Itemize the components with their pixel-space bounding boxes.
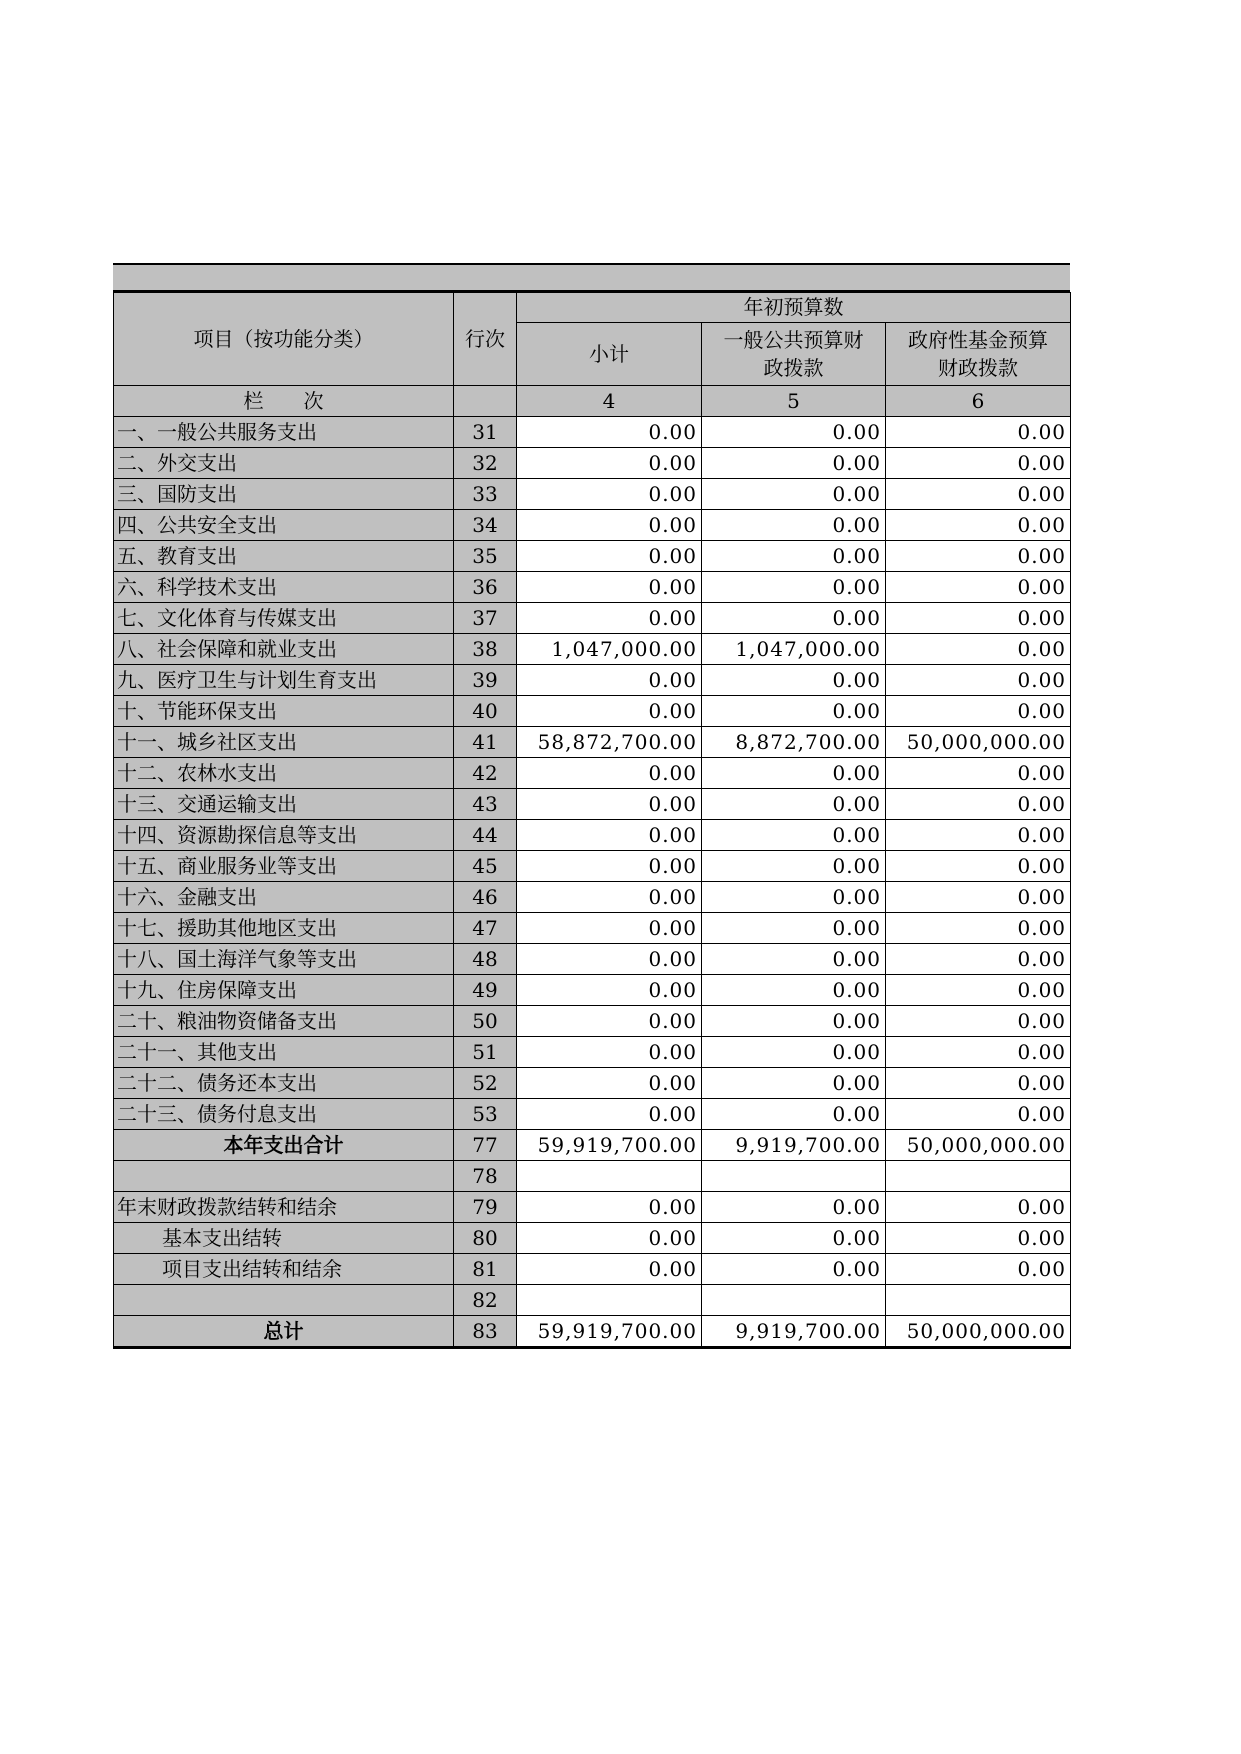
- cell-subtotal: 0.00: [517, 665, 702, 696]
- cell-general-budget: 0.00: [702, 510, 886, 541]
- row-number: 34: [454, 510, 517, 541]
- row-number: 83: [454, 1316, 517, 1348]
- row-item-label: 基本支出结转: [114, 1223, 454, 1254]
- cell-fund-budget: 0.00: [886, 1037, 1071, 1068]
- header-subtotal: [517, 323, 702, 386]
- table-row: [114, 1037, 1071, 1068]
- cell-subtotal: 0.00: [517, 572, 702, 603]
- cell-general-budget: 0.00: [702, 1254, 886, 1285]
- cell-fund-budget: 0.00: [886, 696, 1071, 727]
- blank-row: [114, 1161, 1071, 1192]
- cell-subtotal: 0.00: [517, 789, 702, 820]
- row-item-label: 总计: [114, 1316, 454, 1348]
- row-item-label: [114, 1285, 454, 1316]
- cell-fund-budget: 0.00: [886, 1192, 1071, 1223]
- cell-general-budget: 0.00: [702, 913, 886, 944]
- row-item-label: 二十一、其他支出: [114, 1037, 454, 1068]
- column-index-label: 栏 次: [114, 386, 454, 417]
- cell-fund-budget: 0.00: [886, 820, 1071, 851]
- cell-general-budget: 8,872,700.00: [702, 727, 886, 758]
- column-index-5: 5: [702, 386, 886, 417]
- cell-fund-budget: 0.00: [886, 479, 1071, 510]
- row-item-label: [114, 1161, 454, 1192]
- budget-table: [113, 292, 1071, 1349]
- header-budget-group: 年初预算数: [517, 293, 1071, 323]
- cell-fund-budget: 0.00: [886, 944, 1071, 975]
- cell-subtotal: 0.00: [517, 479, 702, 510]
- row-item-label: 七、文化体育与传媒支出: [114, 603, 454, 634]
- cell-subtotal: 0.00: [517, 758, 702, 789]
- header-item: 项目（按功能分类）: [114, 293, 454, 386]
- carryover-row: [114, 1254, 1071, 1285]
- table-row: [114, 975, 1071, 1006]
- cell-subtotal: 0.00: [517, 882, 702, 913]
- table-row: [114, 758, 1071, 789]
- cell-fund-budget: 0.00: [886, 541, 1071, 572]
- cell-general-budget: 0.00: [702, 572, 886, 603]
- row-number: 45: [454, 851, 517, 882]
- column-index-row: [454, 386, 517, 417]
- row-item-label: 项目支出结转和结余: [114, 1254, 454, 1285]
- header-line: 财政拨款: [938, 356, 1018, 380]
- table-row: [114, 634, 1071, 665]
- cell-subtotal: 0.00: [517, 448, 702, 479]
- row-item-label: 四、公共安全支出: [114, 510, 454, 541]
- row-number: 49: [454, 975, 517, 1006]
- table-row: [114, 789, 1071, 820]
- cell-subtotal: 0.00: [517, 1192, 702, 1223]
- table-row: [114, 541, 1071, 572]
- row-item-label: 一、一般公共服务支出: [114, 417, 454, 448]
- cell-general-budget: [702, 1285, 886, 1316]
- row-item-label: 十二、农林水支出: [114, 758, 454, 789]
- cell-fund-budget: 0.00: [886, 1099, 1071, 1130]
- header-line: 政府性基金预算: [908, 328, 1048, 352]
- row-item-label: 十八、国土海洋气象等支出: [114, 944, 454, 975]
- row-number: 39: [454, 665, 517, 696]
- header-line: 一般公共预算财: [723, 328, 864, 352]
- cell-fund-budget: 0.00: [886, 510, 1071, 541]
- column-index-4: 4: [517, 386, 702, 417]
- cell-subtotal: 0.00: [517, 696, 702, 727]
- row-item-label: 十四、资源勘探信息等支出: [114, 820, 454, 851]
- cell-fund-budget: 0.00: [886, 851, 1071, 882]
- blank-row: [114, 1285, 1071, 1316]
- cell-subtotal: 58,872,700.00: [517, 727, 702, 758]
- cell-subtotal: 0.00: [517, 417, 702, 448]
- cell-subtotal: 0.00: [517, 975, 702, 1006]
- table-row: [114, 820, 1071, 851]
- row-item-label: 二十三、债务付息支出: [114, 1099, 454, 1130]
- table-row: [114, 479, 1071, 510]
- header-fund-budget: [886, 323, 1071, 386]
- table-row: [114, 727, 1071, 758]
- row-number: 41: [454, 727, 517, 758]
- row-number: 44: [454, 820, 517, 851]
- row-number: 35: [454, 541, 517, 572]
- cell-general-budget: 0.00: [702, 1006, 886, 1037]
- cell-fund-budget: 0.00: [886, 1254, 1071, 1285]
- cell-fund-budget: [886, 1285, 1071, 1316]
- cell-subtotal: 0.00: [517, 851, 702, 882]
- cell-fund-budget: 50,000,000.00: [886, 1316, 1071, 1348]
- cell-fund-budget: 0.00: [886, 975, 1071, 1006]
- cell-subtotal: 0.00: [517, 603, 702, 634]
- cell-fund-budget: 0.00: [886, 882, 1071, 913]
- row-item-label: 十五、商业服务业等支出: [114, 851, 454, 882]
- cell-subtotal: 0.00: [517, 820, 702, 851]
- cell-fund-budget: 0.00: [886, 448, 1071, 479]
- cell-fund-budget: 50,000,000.00: [886, 727, 1071, 758]
- cell-general-budget: 0.00: [702, 541, 886, 572]
- header-row-number: 行次: [454, 293, 517, 386]
- row-item-label: 五、教育支出: [114, 541, 454, 572]
- row-item-label: 二、外交支出: [114, 448, 454, 479]
- table-row: [114, 851, 1071, 882]
- cell-general-budget: 9,919,700.00: [702, 1130, 886, 1161]
- cell-fund-budget: 0.00: [886, 665, 1071, 696]
- row-number: 51: [454, 1037, 517, 1068]
- row-number: 53: [454, 1099, 517, 1130]
- cell-general-budget: 0.00: [702, 448, 886, 479]
- cell-general-budget: 0.00: [702, 417, 886, 448]
- cell-general-budget: 0.00: [702, 1192, 886, 1223]
- row-item-label: 年末财政拨款结转和结余: [114, 1192, 454, 1223]
- cell-fund-budget: 0.00: [886, 603, 1071, 634]
- cell-fund-budget: 0.00: [886, 913, 1071, 944]
- table-row: [114, 510, 1071, 541]
- cell-general-budget: 0.00: [702, 479, 886, 510]
- row-item-label: 十七、援助其他地区支出: [114, 913, 454, 944]
- cell-subtotal: 0.00: [517, 913, 702, 944]
- table-row: [114, 572, 1071, 603]
- row-item-label: 十一、城乡社区支出: [114, 727, 454, 758]
- cell-fund-budget: [886, 1161, 1071, 1192]
- cell-subtotal: 0.00: [517, 1037, 702, 1068]
- table-row: [114, 603, 1071, 634]
- cell-fund-budget: 0.00: [886, 572, 1071, 603]
- cell-general-budget: [702, 1161, 886, 1192]
- cell-general-budget: 0.00: [702, 1099, 886, 1130]
- cell-general-budget: 0.00: [702, 975, 886, 1006]
- table-row: [114, 1006, 1071, 1037]
- row-item-label: 十三、交通运输支出: [114, 789, 454, 820]
- table-row: [114, 1099, 1071, 1130]
- cell-general-budget: 1,047,000.00: [702, 634, 886, 665]
- carryover-row: [114, 1223, 1071, 1254]
- cell-general-budget: 9,919,700.00: [702, 1316, 886, 1348]
- table-row: [114, 882, 1071, 913]
- row-number: 79: [454, 1192, 517, 1223]
- cell-subtotal: 0.00: [517, 1099, 702, 1130]
- row-number: 82: [454, 1285, 517, 1316]
- row-number: 32: [454, 448, 517, 479]
- row-number: 33: [454, 479, 517, 510]
- cell-fund-budget: 0.00: [886, 1068, 1071, 1099]
- cell-fund-budget: 0.00: [886, 634, 1071, 665]
- row-number: 80: [454, 1223, 517, 1254]
- cell-subtotal: 59,919,700.00: [517, 1130, 702, 1161]
- header-line: 小计: [589, 342, 629, 366]
- row-number: 40: [454, 696, 517, 727]
- row-item-label: 三、国防支出: [114, 479, 454, 510]
- row-number: 81: [454, 1254, 517, 1285]
- cell-subtotal: [517, 1161, 702, 1192]
- cell-subtotal: [517, 1285, 702, 1316]
- row-number: 38: [454, 634, 517, 665]
- total-year-row: [114, 1130, 1071, 1161]
- table-row: [114, 448, 1071, 479]
- row-number: 52: [454, 1068, 517, 1099]
- cell-general-budget: 0.00: [702, 1037, 886, 1068]
- cell-fund-budget: 0.00: [886, 1223, 1071, 1254]
- table-row: [114, 1068, 1071, 1099]
- row-number: 78: [454, 1161, 517, 1192]
- row-item-label: 二十二、债务还本支出: [114, 1068, 454, 1099]
- cell-general-budget: 0.00: [702, 758, 886, 789]
- cell-general-budget: 0.00: [702, 1068, 886, 1099]
- cell-subtotal: 0.00: [517, 1006, 702, 1037]
- row-item-label: 十九、住房保障支出: [114, 975, 454, 1006]
- cell-subtotal: 0.00: [517, 1223, 702, 1254]
- row-number: 31: [454, 417, 517, 448]
- row-number: 77: [454, 1130, 517, 1161]
- cell-general-budget: 0.00: [702, 944, 886, 975]
- row-number: 48: [454, 944, 517, 975]
- row-item-label: 二十、粮油物资储备支出: [114, 1006, 454, 1037]
- cell-general-budget: 0.00: [702, 820, 886, 851]
- cell-subtotal: 0.00: [517, 1254, 702, 1285]
- cell-general-budget: 0.00: [702, 665, 886, 696]
- row-item-label: 九、医疗卫生与计划生育支出: [114, 665, 454, 696]
- cell-general-budget: 0.00: [702, 696, 886, 727]
- grand-total-row: [114, 1316, 1071, 1348]
- cell-fund-budget: 0.00: [886, 789, 1071, 820]
- table-row: [114, 944, 1071, 975]
- carryover-row: [114, 1192, 1071, 1223]
- cell-general-budget: 0.00: [702, 1223, 886, 1254]
- cell-general-budget: 0.00: [702, 882, 886, 913]
- row-number: 36: [454, 572, 517, 603]
- cell-subtotal: 0.00: [517, 944, 702, 975]
- row-item-label: 八、社会保障和就业支出: [114, 634, 454, 665]
- cell-fund-budget: 50,000,000.00: [886, 1130, 1071, 1161]
- cell-subtotal: 1,047,000.00: [517, 634, 702, 665]
- header-general-budget: [702, 323, 886, 386]
- row-item-label: 十六、金融支出: [114, 882, 454, 913]
- header-line: 政拨款: [763, 356, 824, 380]
- cell-subtotal: 59,919,700.00: [517, 1316, 702, 1348]
- table-row: [114, 696, 1071, 727]
- cell-general-budget: 0.00: [702, 851, 886, 882]
- row-item-label: 本年支出合计: [114, 1130, 454, 1161]
- cell-fund-budget: 0.00: [886, 1006, 1071, 1037]
- row-item-label: 十、节能环保支出: [114, 696, 454, 727]
- row-item-label: 六、科学技术支出: [114, 572, 454, 603]
- row-number: 42: [454, 758, 517, 789]
- cell-fund-budget: 0.00: [886, 758, 1071, 789]
- cell-subtotal: 0.00: [517, 1068, 702, 1099]
- table-row: [114, 665, 1071, 696]
- row-number: 43: [454, 789, 517, 820]
- row-number: 47: [454, 913, 517, 944]
- cell-subtotal: 0.00: [517, 541, 702, 572]
- cell-subtotal: 0.00: [517, 510, 702, 541]
- cell-fund-budget: 0.00: [886, 417, 1071, 448]
- cell-general-budget: 0.00: [702, 789, 886, 820]
- row-number: 46: [454, 882, 517, 913]
- table-row: [114, 417, 1071, 448]
- column-index-6: 6: [886, 386, 1071, 417]
- sheet-title-bar: [113, 263, 1070, 292]
- row-number: 50: [454, 1006, 517, 1037]
- cell-general-budget: 0.00: [702, 603, 886, 634]
- budget-sheet: [113, 263, 1070, 1349]
- table-row: [114, 913, 1071, 944]
- row-number: 37: [454, 603, 517, 634]
